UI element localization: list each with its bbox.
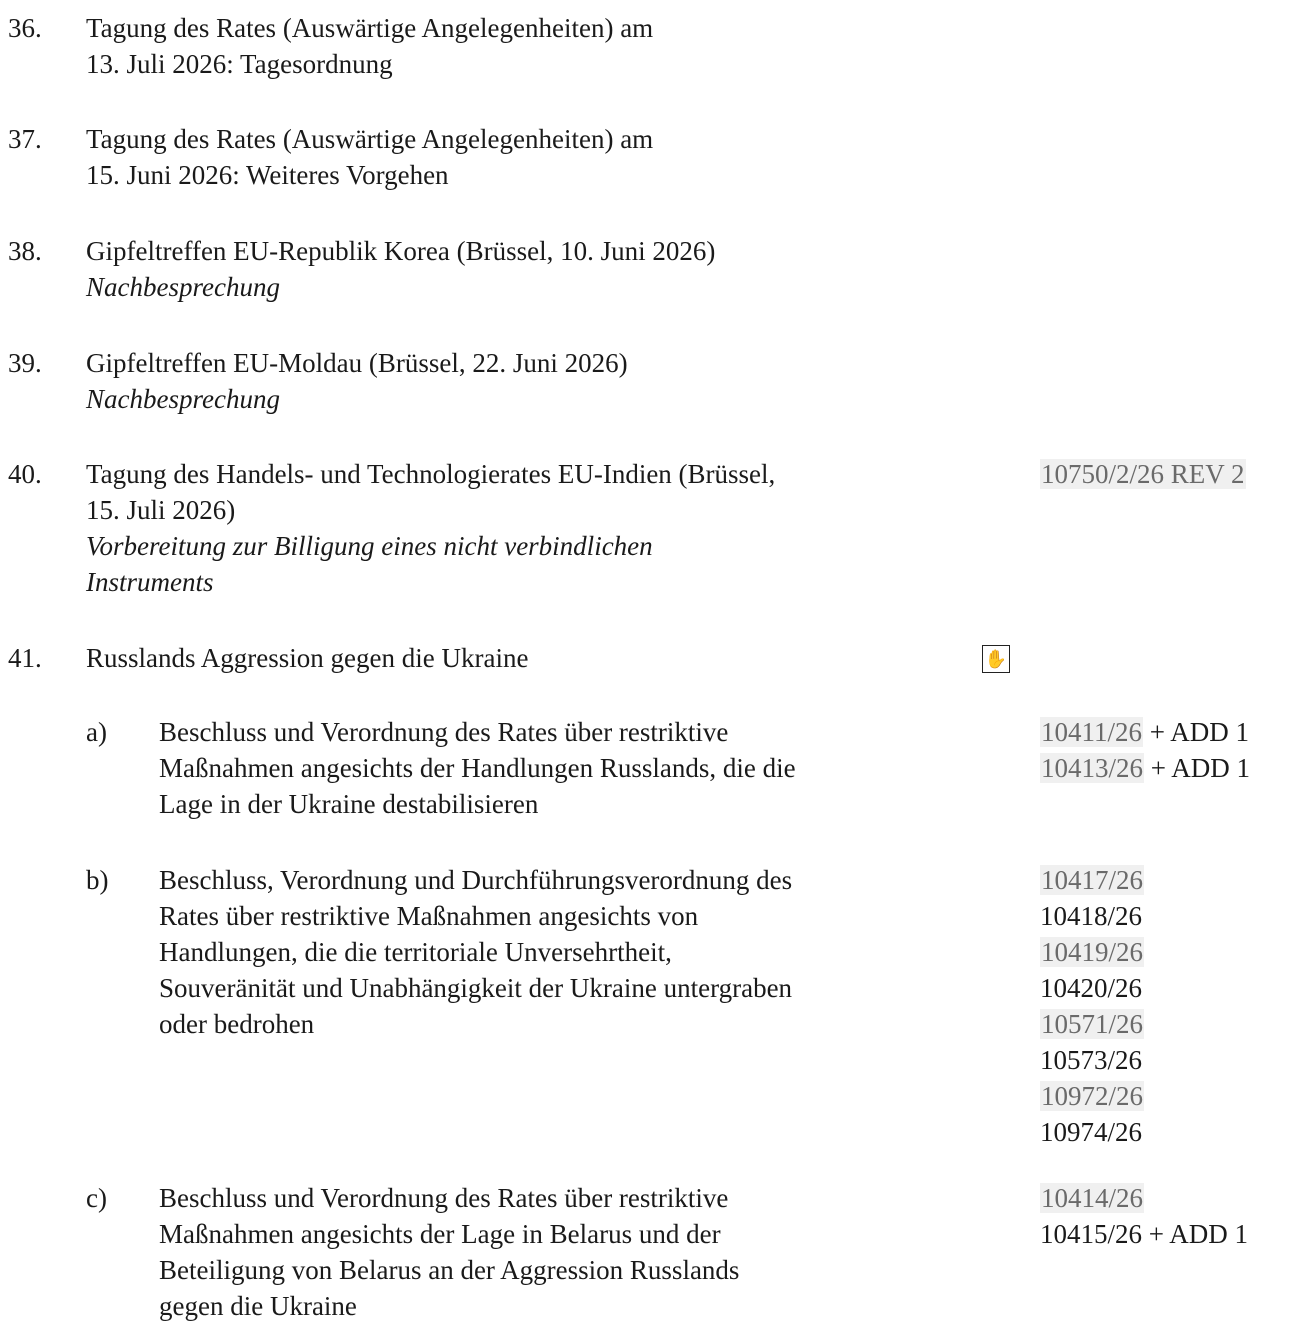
document-ref-link[interactable]: 10750/2/26 REV 2 xyxy=(1041,459,1245,489)
item-title-line: Gipfeltreffen EU-Moldau (Brüssel, 22. Juni 2026) xyxy=(86,348,628,378)
sub-item-label: b) xyxy=(86,865,109,895)
sub-item-text-line: Beschluss, Verordnung und Durchführungsverordnung des xyxy=(159,865,793,895)
item-title-line: Tagung des Rates (Auswärtige Angelegenheiten) am xyxy=(86,124,654,154)
item-title-line: Gipfeltreffen EU-Republik Korea (Brüssel, 10. Juni 2026) xyxy=(86,236,716,266)
item-number: 39. xyxy=(8,348,42,378)
item-note: Instruments xyxy=(86,567,214,597)
document-ref-link[interactable]: 10417/26 xyxy=(1041,865,1144,895)
document-ref-link[interactable]: 10413/26 xyxy=(1041,753,1144,783)
sub-item-text-line: Beschluss und Verordnung des Rates über restriktive xyxy=(159,1183,729,1213)
item-note: Nachbesprechung xyxy=(86,272,280,302)
item-title-line: 15. Juli 2026) xyxy=(86,495,236,525)
sub-item-label: c) xyxy=(86,1183,107,1213)
sub-item-text-line: Souveränität und Unabhängigkeit der Ukraine untergraben xyxy=(159,973,793,1003)
document-references xyxy=(1040,1180,1248,1252)
ref-suffix: + ADD 1 xyxy=(1143,717,1249,747)
document-references xyxy=(1040,456,1246,492)
document-ref: 10415/26 xyxy=(1040,1219,1143,1249)
ref-suffix: + ADD 1 xyxy=(1144,753,1250,783)
document-references xyxy=(1040,714,1250,786)
item-title-line: Tagung des Handels- und Technologierates EU-Indien (Brüssel, xyxy=(86,459,776,489)
item-number: 41. xyxy=(8,643,42,673)
document-ref-link[interactable]: 10571/26 xyxy=(1041,1009,1144,1039)
document-ref: 10573/26 xyxy=(1040,1045,1143,1075)
sub-item-text-line: gegen die Ukraine xyxy=(159,1291,357,1321)
sub-item-text-line: Handlungen, die die territoriale Unversehrtheit, xyxy=(159,937,672,967)
sub-item-label: a) xyxy=(86,717,107,747)
item-note: Vorbereitung zur Billigung eines nicht verbindlichen xyxy=(86,531,653,561)
sub-item-text-line: Beschluss und Verordnung des Rates über restriktive xyxy=(159,717,729,747)
document-ref-link[interactable]: 10419/26 xyxy=(1041,937,1144,967)
document-ref-link[interactable]: 10411/26 xyxy=(1041,717,1142,747)
document-references xyxy=(1040,862,1144,1150)
document-ref-link[interactable]: 10972/26 xyxy=(1041,1081,1144,1111)
sub-item-text-line: Maßnahmen angesichts der Handlungen Russlands, die die xyxy=(159,753,796,783)
document-ref: 10420/26 xyxy=(1040,973,1143,1003)
item-number: 40. xyxy=(8,459,42,489)
sub-item-text-line: Lage in der Ukraine destabilisieren xyxy=(159,789,539,819)
item-number: 37. xyxy=(8,124,42,154)
ref-suffix: + ADD 1 xyxy=(1142,1219,1248,1249)
document-ref-link[interactable]: 10414/26 xyxy=(1041,1183,1144,1213)
document-ref: 10418/26 xyxy=(1040,901,1143,931)
item-number: 36. xyxy=(8,13,42,43)
item-title-line: Tagung des Rates (Auswärtige Angelegenheiten) am xyxy=(86,13,654,43)
item-note: Nachbesprechung xyxy=(86,384,280,414)
sub-item-text-line: Maßnahmen angesichts der Lage in Belarus und der xyxy=(159,1219,721,1249)
item-title-line: Russlands Aggression gegen die Ukraine xyxy=(86,643,529,673)
item-title-line: 15. Juni 2026: Weiteres Vorgehen xyxy=(86,160,449,190)
sub-item-text-line: Rates über restriktive Maßnahmen angesichts von xyxy=(159,901,699,931)
item-title-line: 13. Juli 2026: Tagesordnung xyxy=(86,49,393,79)
sub-item-text-line: Beteiligung von Belarus an der Aggression Russlands xyxy=(159,1255,740,1285)
document-ref: 10974/26 xyxy=(1040,1117,1143,1147)
hand-icon: ✋ xyxy=(982,645,1010,673)
sub-item-text-line: oder bedrohen xyxy=(159,1009,315,1039)
item-number: 38. xyxy=(8,236,42,266)
